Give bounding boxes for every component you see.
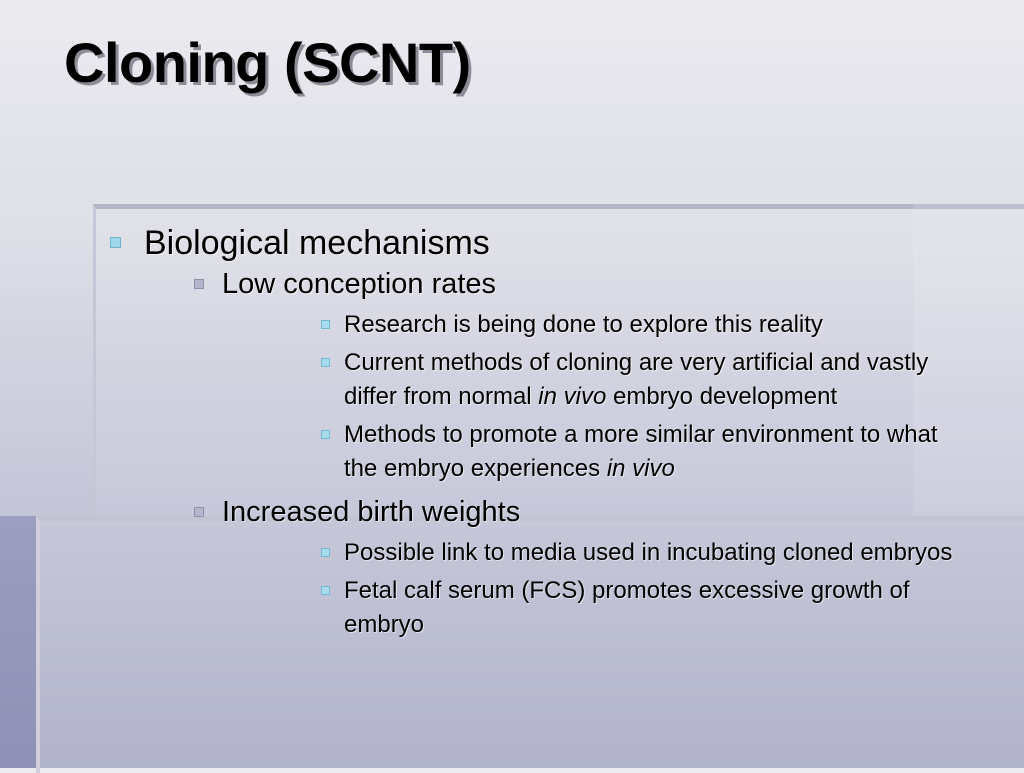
bullet-fetal-calf-serum (222, 574, 970, 642)
bullet-text-italic: in vivo (606, 455, 675, 482)
square-bullet-icon (110, 237, 121, 248)
square-bullet-icon (321, 430, 330, 439)
bullet-possible-link (222, 536, 970, 570)
background-left-strip (0, 516, 36, 768)
slide-title: Cloning (SCNT) (64, 31, 471, 94)
bullet-text: Increased birth weights (222, 496, 521, 528)
bullet-text-italic: in vivo (538, 383, 607, 410)
bullet-text: Possible link to media used in incubating cloned embryos (344, 539, 953, 566)
square-bullet-icon (321, 320, 330, 329)
square-bullet-icon (321, 548, 330, 557)
bullet-text: embryo development (606, 383, 838, 410)
bullet-text: Biological mechanisms (144, 224, 490, 262)
sub-bullet-list (144, 266, 970, 642)
bullet-text: Current methods of cloning are very artificial and vastly differ from normal (344, 349, 929, 410)
square-bullet-icon (321, 586, 330, 595)
bullet-text: Research is being done to explore this reality (344, 311, 823, 338)
bullet-methods-to-promote (222, 418, 970, 486)
bullet-text: Methods to promote a more similar environment to what the embryo experiences (344, 421, 938, 482)
bullet-current-methods (222, 346, 970, 414)
square-bullet-icon (194, 507, 204, 517)
bullet-text: Fetal calf serum (FCS) promotes excessive growth of embryo (344, 577, 910, 638)
bullet-biological-mechanisms (110, 222, 970, 642)
square-bullet-icon (321, 358, 330, 367)
bullet-list (110, 222, 970, 642)
sub-bullet-list (222, 308, 970, 486)
bullet-increased-birth-weights (144, 494, 970, 642)
bullet-low-conception-rates (144, 266, 970, 486)
bullet-research (222, 308, 970, 342)
slide-content (110, 222, 970, 650)
square-bullet-icon (194, 279, 204, 289)
sub-bullet-list (222, 536, 970, 642)
bullet-text: Low conception rates (222, 268, 497, 300)
